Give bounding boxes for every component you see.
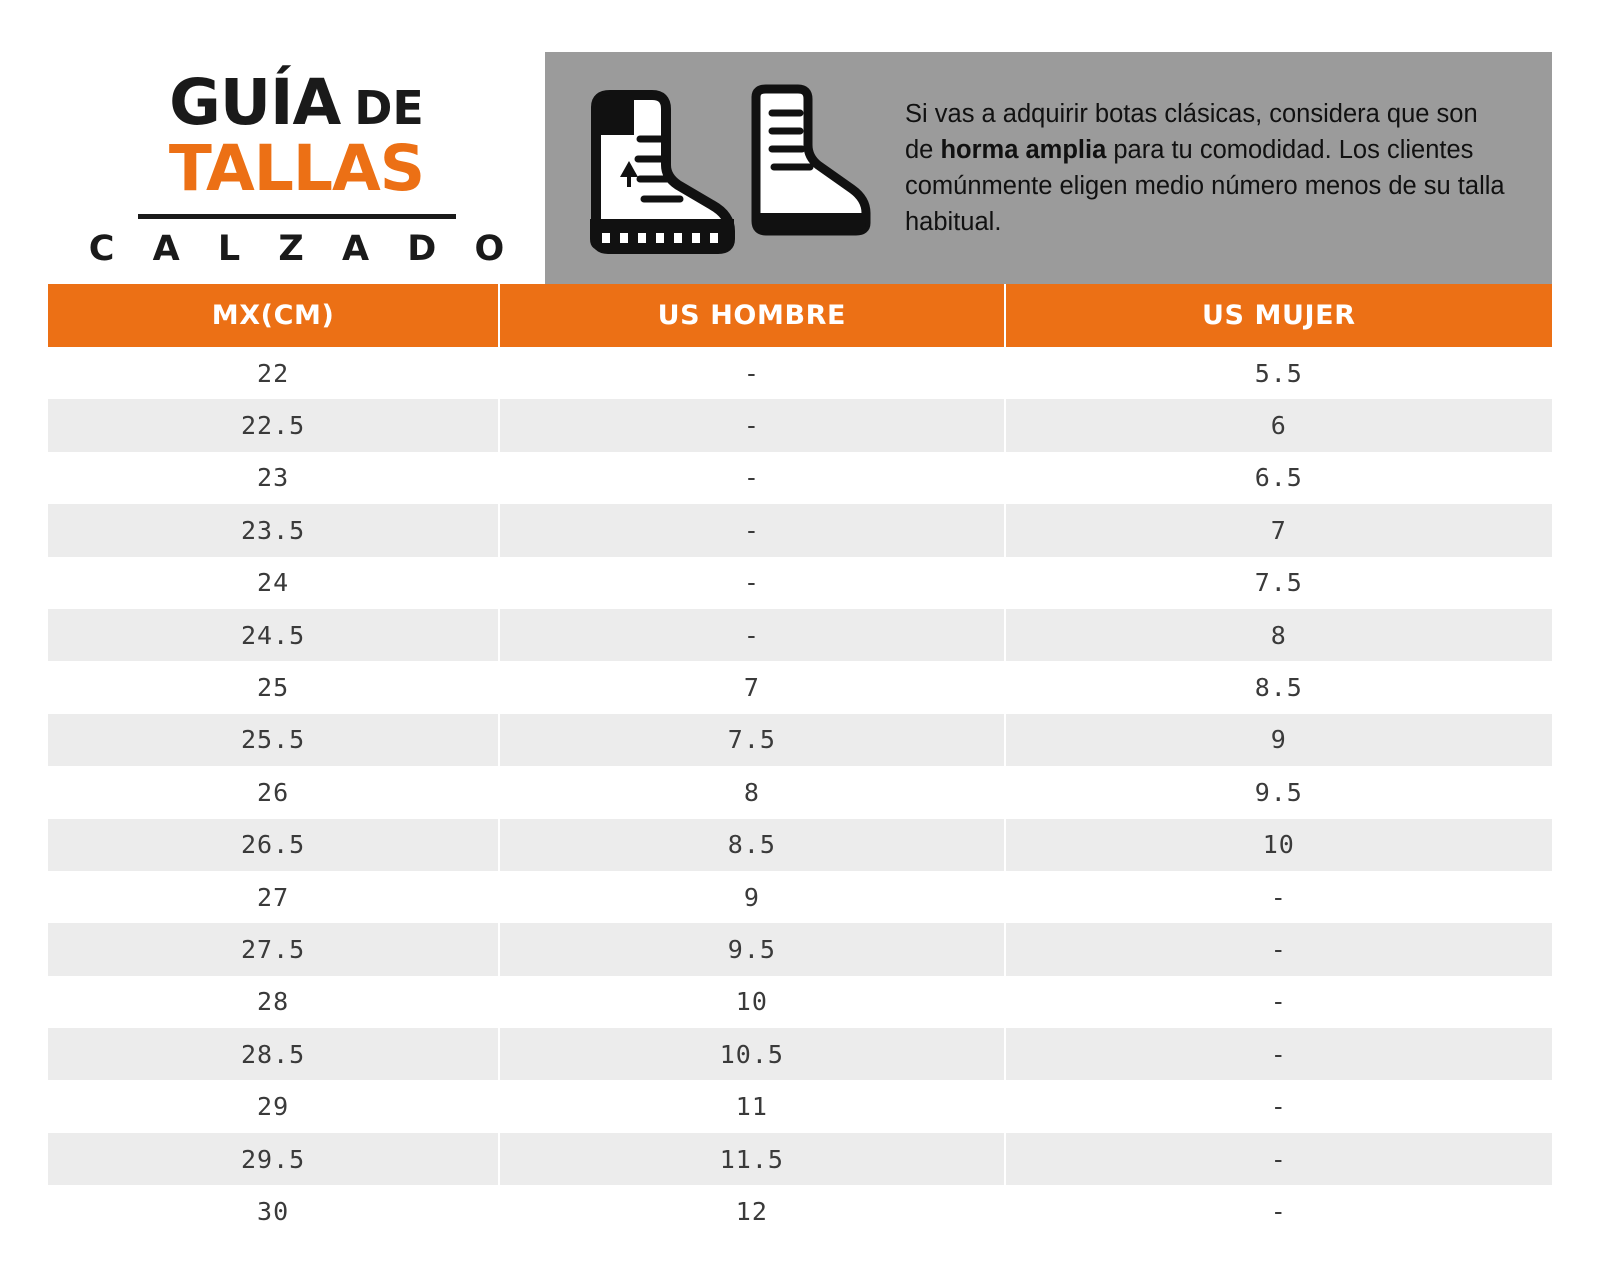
table-row — [48, 347, 1552, 399]
table-cell: 25.5 — [48, 714, 499, 766]
table-cell: - — [499, 452, 1004, 504]
table-row — [48, 766, 1552, 818]
table-cell: 10 — [1005, 819, 1552, 871]
table-cell: 28 — [48, 976, 499, 1028]
table-cell: - — [499, 557, 1004, 609]
header — [48, 52, 1552, 284]
table-cell: 9 — [499, 871, 1004, 923]
title-line-1 — [169, 65, 424, 139]
title-divider — [138, 214, 456, 219]
table-row — [48, 452, 1552, 504]
table-cell: 23.5 — [48, 504, 499, 556]
subtitle-calzado: C A L Z A D O — [88, 229, 518, 270]
table-cell: - — [499, 399, 1004, 451]
table-row — [48, 714, 1552, 766]
table-cell: 25 — [48, 661, 499, 713]
table-row — [48, 819, 1552, 871]
table-cell: 24 — [48, 557, 499, 609]
table-cell: 26 — [48, 766, 499, 818]
table-row — [48, 1185, 1552, 1237]
table-row — [48, 1028, 1552, 1080]
title-tallas: TALLAS — [168, 131, 425, 205]
fit-note-after: para tu comodidad. Los clientes comúnmente eligen medio número menos de su talla habitual. — [905, 135, 1505, 237]
table-cell: - — [499, 504, 1004, 556]
table-cell: 7.5 — [1005, 557, 1552, 609]
table-cell: 27.5 — [48, 923, 499, 975]
column-header-us-hombre: US HOMBRE — [499, 284, 1004, 347]
column-header-mx: MX(CM) — [48, 284, 499, 347]
table-cell: 11 — [499, 1080, 1004, 1132]
table-cell: 24.5 — [48, 609, 499, 661]
fit-note — [905, 96, 1552, 241]
table-cell: 5.5 — [1005, 347, 1552, 399]
table-cell: 8.5 — [499, 819, 1004, 871]
table-cell: 8 — [1005, 609, 1552, 661]
table-cell: 29.5 — [48, 1133, 499, 1185]
table-cell: 8.5 — [1005, 661, 1552, 713]
column-header-us-mujer: US MUJER — [1005, 284, 1552, 347]
table-cell: - — [1005, 923, 1552, 975]
table-cell: - — [499, 609, 1004, 661]
table-cell: 9 — [1005, 714, 1552, 766]
table-cell: 6 — [1005, 399, 1552, 451]
table-cell: - — [1005, 976, 1552, 1028]
table-body — [48, 347, 1552, 1238]
table-header-row — [48, 284, 1552, 347]
size-table — [48, 284, 1552, 1238]
table-cell: 11.5 — [499, 1133, 1004, 1185]
table-row — [48, 557, 1552, 609]
table-cell: 6.5 — [1005, 452, 1552, 504]
table-cell: 10.5 — [499, 1028, 1004, 1080]
table-cell: 8 — [499, 766, 1004, 818]
table-cell: 29 — [48, 1080, 499, 1132]
table-cell: - — [1005, 871, 1552, 923]
table-cell: - — [1005, 1028, 1552, 1080]
note-block — [545, 52, 1552, 284]
table-cell: 30 — [48, 1185, 499, 1237]
table-cell: 22 — [48, 347, 499, 399]
table-cell: - — [1005, 1185, 1552, 1237]
table-cell: 9.5 — [1005, 766, 1552, 818]
table-row — [48, 1080, 1552, 1132]
size-table-wrap — [48, 284, 1552, 1238]
table-cell: 22.5 — [48, 399, 499, 451]
table-cell: 10 — [499, 976, 1004, 1028]
table-cell: 27 — [48, 871, 499, 923]
table-cell: 7 — [1005, 504, 1552, 556]
table-row — [48, 504, 1552, 556]
hiking-boots-icon — [545, 52, 905, 284]
table-row — [48, 871, 1552, 923]
fit-note-bold: horma amplia — [940, 135, 1107, 164]
table-cell: - — [499, 347, 1004, 399]
table-cell: 9.5 — [499, 923, 1004, 975]
title-guia: GUÍA — [169, 65, 341, 139]
table-cell: - — [1005, 1080, 1552, 1132]
table-row — [48, 661, 1552, 713]
table-cell: - — [1005, 1133, 1552, 1185]
table-cell: 23 — [48, 452, 499, 504]
table-row — [48, 976, 1552, 1028]
table-row — [48, 1133, 1552, 1185]
table-row — [48, 923, 1552, 975]
table-cell: 12 — [499, 1185, 1004, 1237]
table-cell: 7 — [499, 661, 1004, 713]
brand-block — [48, 52, 545, 284]
fit-note-before: Si vas a adquirir botas clásicas, considera que son de — [905, 99, 1478, 164]
table-cell: 28.5 — [48, 1028, 499, 1080]
table-cell: 26.5 — [48, 819, 499, 871]
table-row — [48, 399, 1552, 451]
table-row — [48, 609, 1552, 661]
table-cell: 7.5 — [499, 714, 1004, 766]
title-de: DE — [354, 80, 424, 135]
